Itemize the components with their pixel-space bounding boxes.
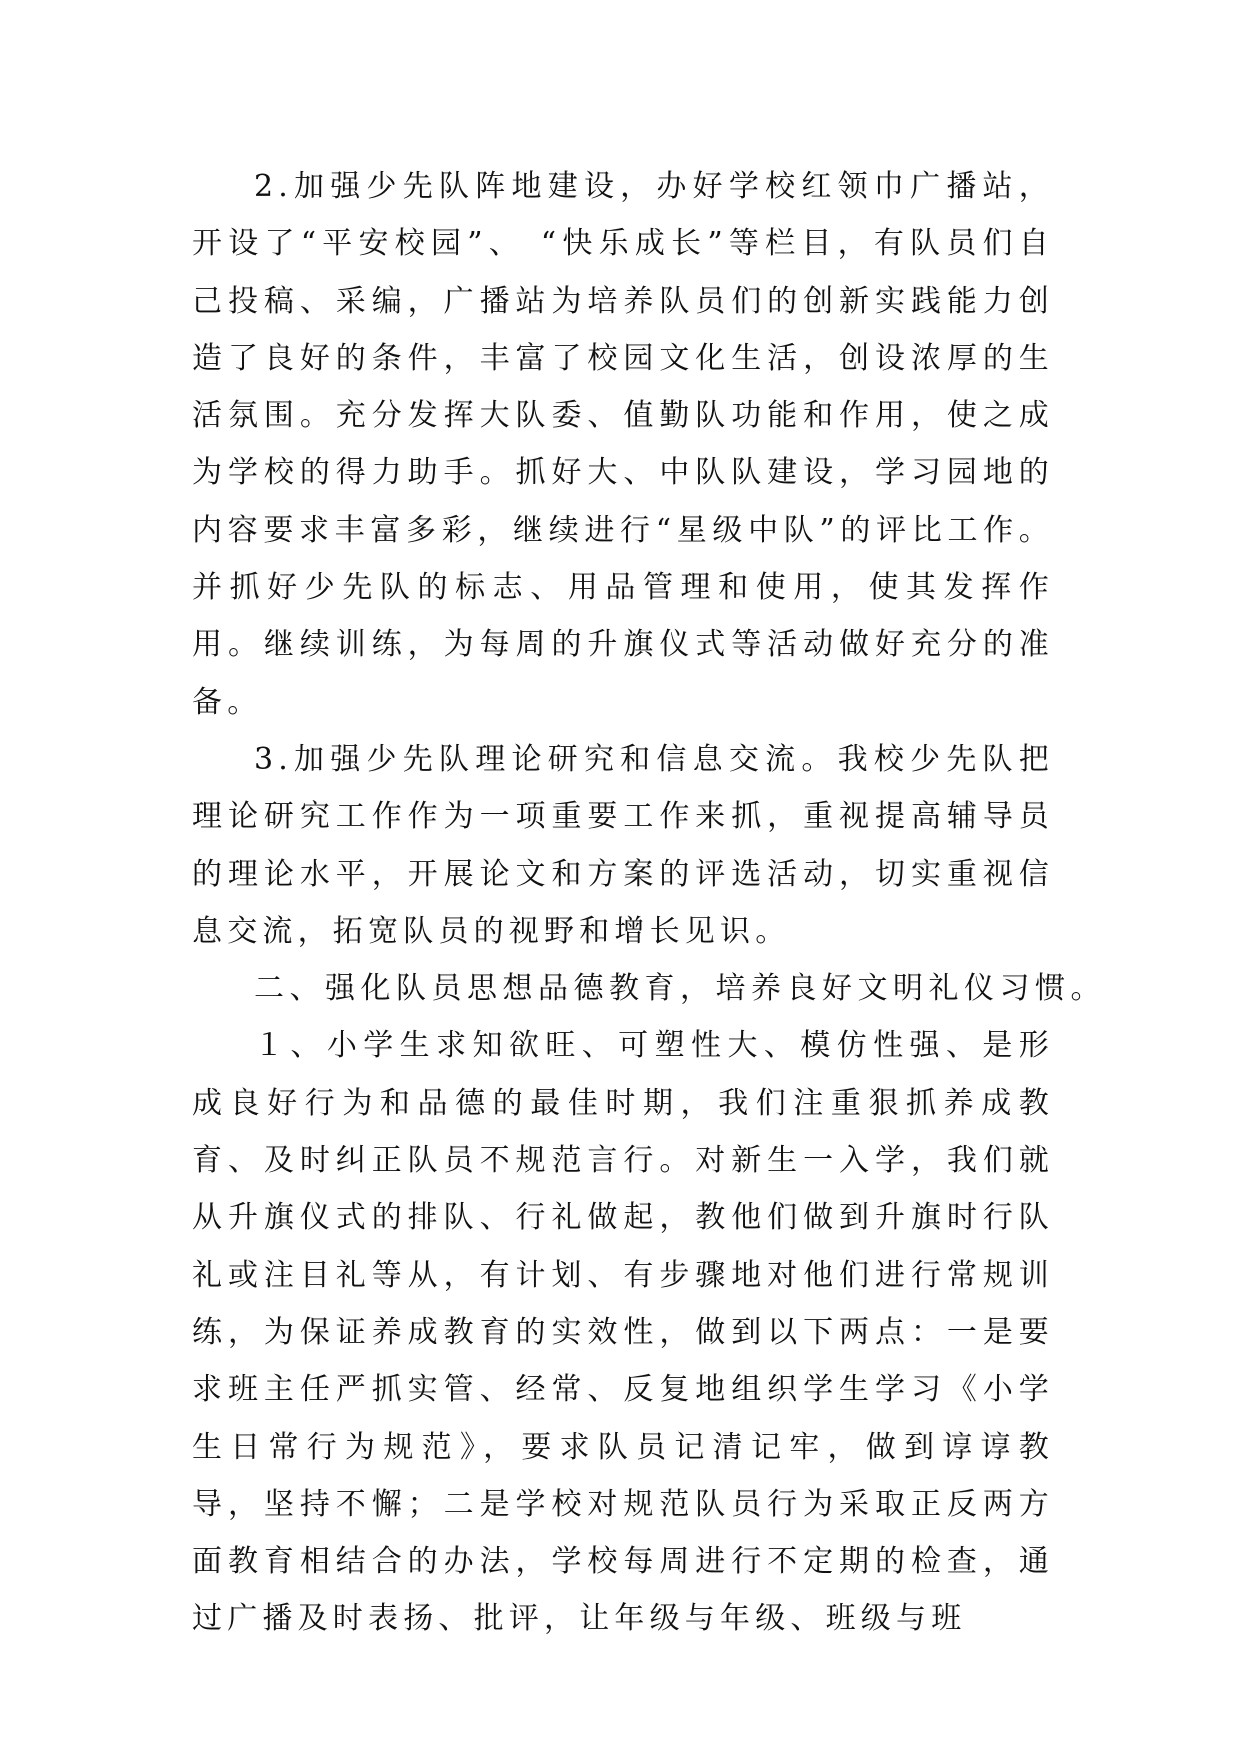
paragraph-pioneer-position-building: 2.加强少先队阵地建设，办好学校红领巾广播站，开设了“平安校园”、 “快乐成长”等栏目，有队员们自己投稿、采编，广播站为培养队员们的创新实践能力创造了良好的条件，丰富了校园文化生活，创设浓厚的生活氛围。充分发挥大队委、值勤队功能和作用，使之成为学校的得力助手。抓好大、中队队建设，学习园地的内容要求丰富多彩，继续进行“星级中队”的评比工作。并抓好少先队的标志、用品管理和使用，使其发挥作用。继续训练，为每周的升旗仪式等活动做好充分的准备。 — [192, 169, 1054, 720]
paragraph-habit-formation: １、小学生求知欲旺、可塑性大、模仿性强、是形成良好行为和品德的最佳时期，我们注重狠抓养成教育、及时纠正队员不规范言行。对新生一入学，我们就从升旗仪式的排队、行礼做起，教他们做到升旗时行队礼或注目礼等从，有计划、有步骤地对他们进行常规训练，为保证养成教育的实效性，做到以下两点：一是要求班主任严抓实管、经常、反复地组织学生学习《小学生日常行为规范》，要求队员记清记牢，做到谆谆教导，坚持不懈；二是学校对规范队员行为采取正反两方面教育相结合的办法，学校每周进行不定期的检查，通过广播及时表扬、批评，让年级与年级、班级与班 — [192, 1028, 1054, 1637]
section-heading-moral-education: 二、强化队员思想品德教育，培养良好文明礼仪习惯。 — [254, 971, 1106, 1007]
document-body — [192, 158, 1106, 1648]
paragraph-theory-research: 3.加强少先队理论研究和信息交流。我校少先队把理论研究工作作为一项重要工作来抓，重视提高辅导员的理论水平，开展论文和方案的评选活动，切实重视信息交流，拓宽队员的视野和增长见识。 — [192, 741, 1054, 949]
